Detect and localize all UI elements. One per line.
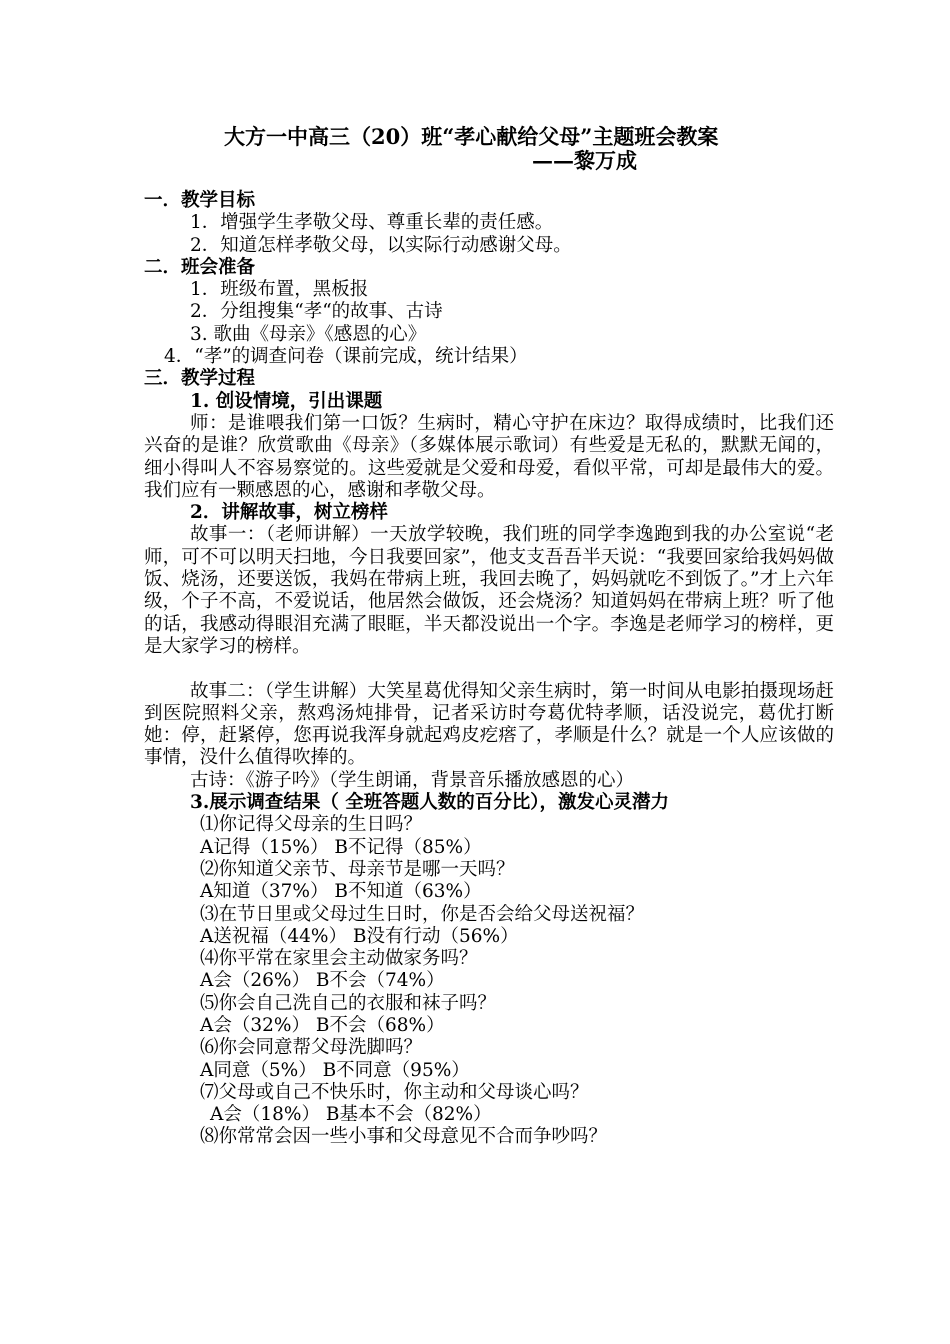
prep-item-3: 3. 歌曲《母亲》《感恩的心》: [190, 323, 427, 345]
poem-line: 古诗：《游子吟》（学生朗诵，背景音乐播放感恩的心）: [190, 769, 635, 791]
prep-item-2: 2．分组搜集“孝“的故事、古诗: [190, 301, 443, 323]
survey-answer-2: A知道（37%） B不知道（63%）: [200, 881, 482, 903]
survey-answer-5: A会（32%） B不会（68%）: [200, 1014, 445, 1036]
document-title: 大方一中高三（20）班“孝心献给父母”主题班会教案: [224, 124, 719, 149]
survey-answer-1: A记得（15%） B不记得（85%）: [200, 836, 482, 858]
document-body: [144, 190, 834, 1149]
paragraph-gap: [144, 658, 834, 680]
survey-question-2: ⑵你知道父亲节、母亲节是哪一天吗？: [200, 858, 515, 880]
goal-item-1: 1．增强学生孝敬父母、尊重长辈的责任感。: [190, 212, 554, 234]
document-author: ——黎万成: [532, 148, 637, 173]
story-one-paragraph: 故事一：（老师讲解）一天放学较晚，我们班的同学李逸跑到我的办公室说“老师，可不可以明天扫地，今日我要回家”，他支支吾吾半天说：“我要回家给我妈妈做饭、烧汤，还要送饭，我妈在带病上班，我回去晚了，妈妈就吃不到饭了。”才上六年级，个子不高，不爱说话，他居然会做饭，还会烧汤？知道妈妈在带病上班？听了他的话，我感动得眼泪充满了眼眶，半天都没说出一个字。李逸是老师学习的榜样，更是大家学习的榜样。: [144, 524, 834, 657]
prep-item-1: 1．班级布置，黑板报: [190, 279, 369, 301]
survey-question-1: ⑴你记得父母亲的生日吗？: [200, 814, 423, 836]
survey-question-8: ⑻你常常会因一些小事和父母意见不合而争吵吗？: [200, 1126, 608, 1148]
section-heading-goals: 一．教学目标: [144, 190, 256, 211]
step2-heading: 2．讲解故事，树立榜样: [190, 502, 388, 524]
survey-question-7: ⑺父母或自己不快乐时，你主动和父母谈心吗？: [200, 1081, 589, 1103]
step3-heading: 3.展示调查结果（ 全班答题人数的百分比），激发心灵潜力: [190, 792, 670, 814]
section-heading-preparation: 二．班会准备: [144, 256, 256, 278]
survey-question-5: ⑸你会自己洗自己的衣服和袜子吗？: [200, 992, 497, 1014]
survey-answer-6: A同意（5%） B不同意（95%）: [200, 1059, 470, 1081]
goal-item-2: 2．知道怎样孝敬父母，以实际行动感谢父母。: [190, 234, 572, 256]
survey-answer-7: A会（18%） B基本不会（82%）: [210, 1104, 492, 1126]
story-two-paragraph: 故事二：（学生讲解）大笑星葛优得知父亲生病时，第一时间从电影拍摄现场赶到医院照料父亲，熬鸡汤炖排骨，记者采访时夸葛优特孝顺，话没说完，葛优打断她：停，赶紧停，您再说我浑身就起鸡皮疙瘩了，孝顺是什么？就是一个人应该做的事情，没什么值得吹捧的。: [144, 680, 834, 769]
survey-question-6: ⑹你会同意帮父母洗脚吗？: [200, 1037, 423, 1059]
prep-item-4: 4．“孝”的调查问卷（课前完成，统计结果）: [164, 346, 528, 368]
survey-answer-4: A会（26%） B不会（74%）: [200, 970, 445, 992]
survey-question-4: ⑷你平常在家里会主动做家务吗？: [200, 948, 478, 970]
survey-question-3: ⑶在节日里或父母过生日时，你是否会给父母送祝福？: [200, 903, 645, 925]
step1-heading: 1. 创设情境，引出课题: [190, 390, 383, 412]
section-heading-process: 三．教学过程: [144, 368, 256, 390]
step1-paragraph: 师：是谁喂我们第一口饭？生病时，精心守护在床边？取得成绩时，比我们还兴奋的是谁？欣赏歌曲《母亲》（多媒体展示歌词）有些爱是无私的，默默无闻的，细小得叫人不容易察觉的。这些爱就是父爱和母爱，看似平常，可却是最伟大的爱。我们应有一颗感恩的心，感谢和孝敬父母。: [144, 412, 834, 501]
survey-answer-3: A送祝福（44%） B没有行动（56%）: [200, 925, 519, 947]
